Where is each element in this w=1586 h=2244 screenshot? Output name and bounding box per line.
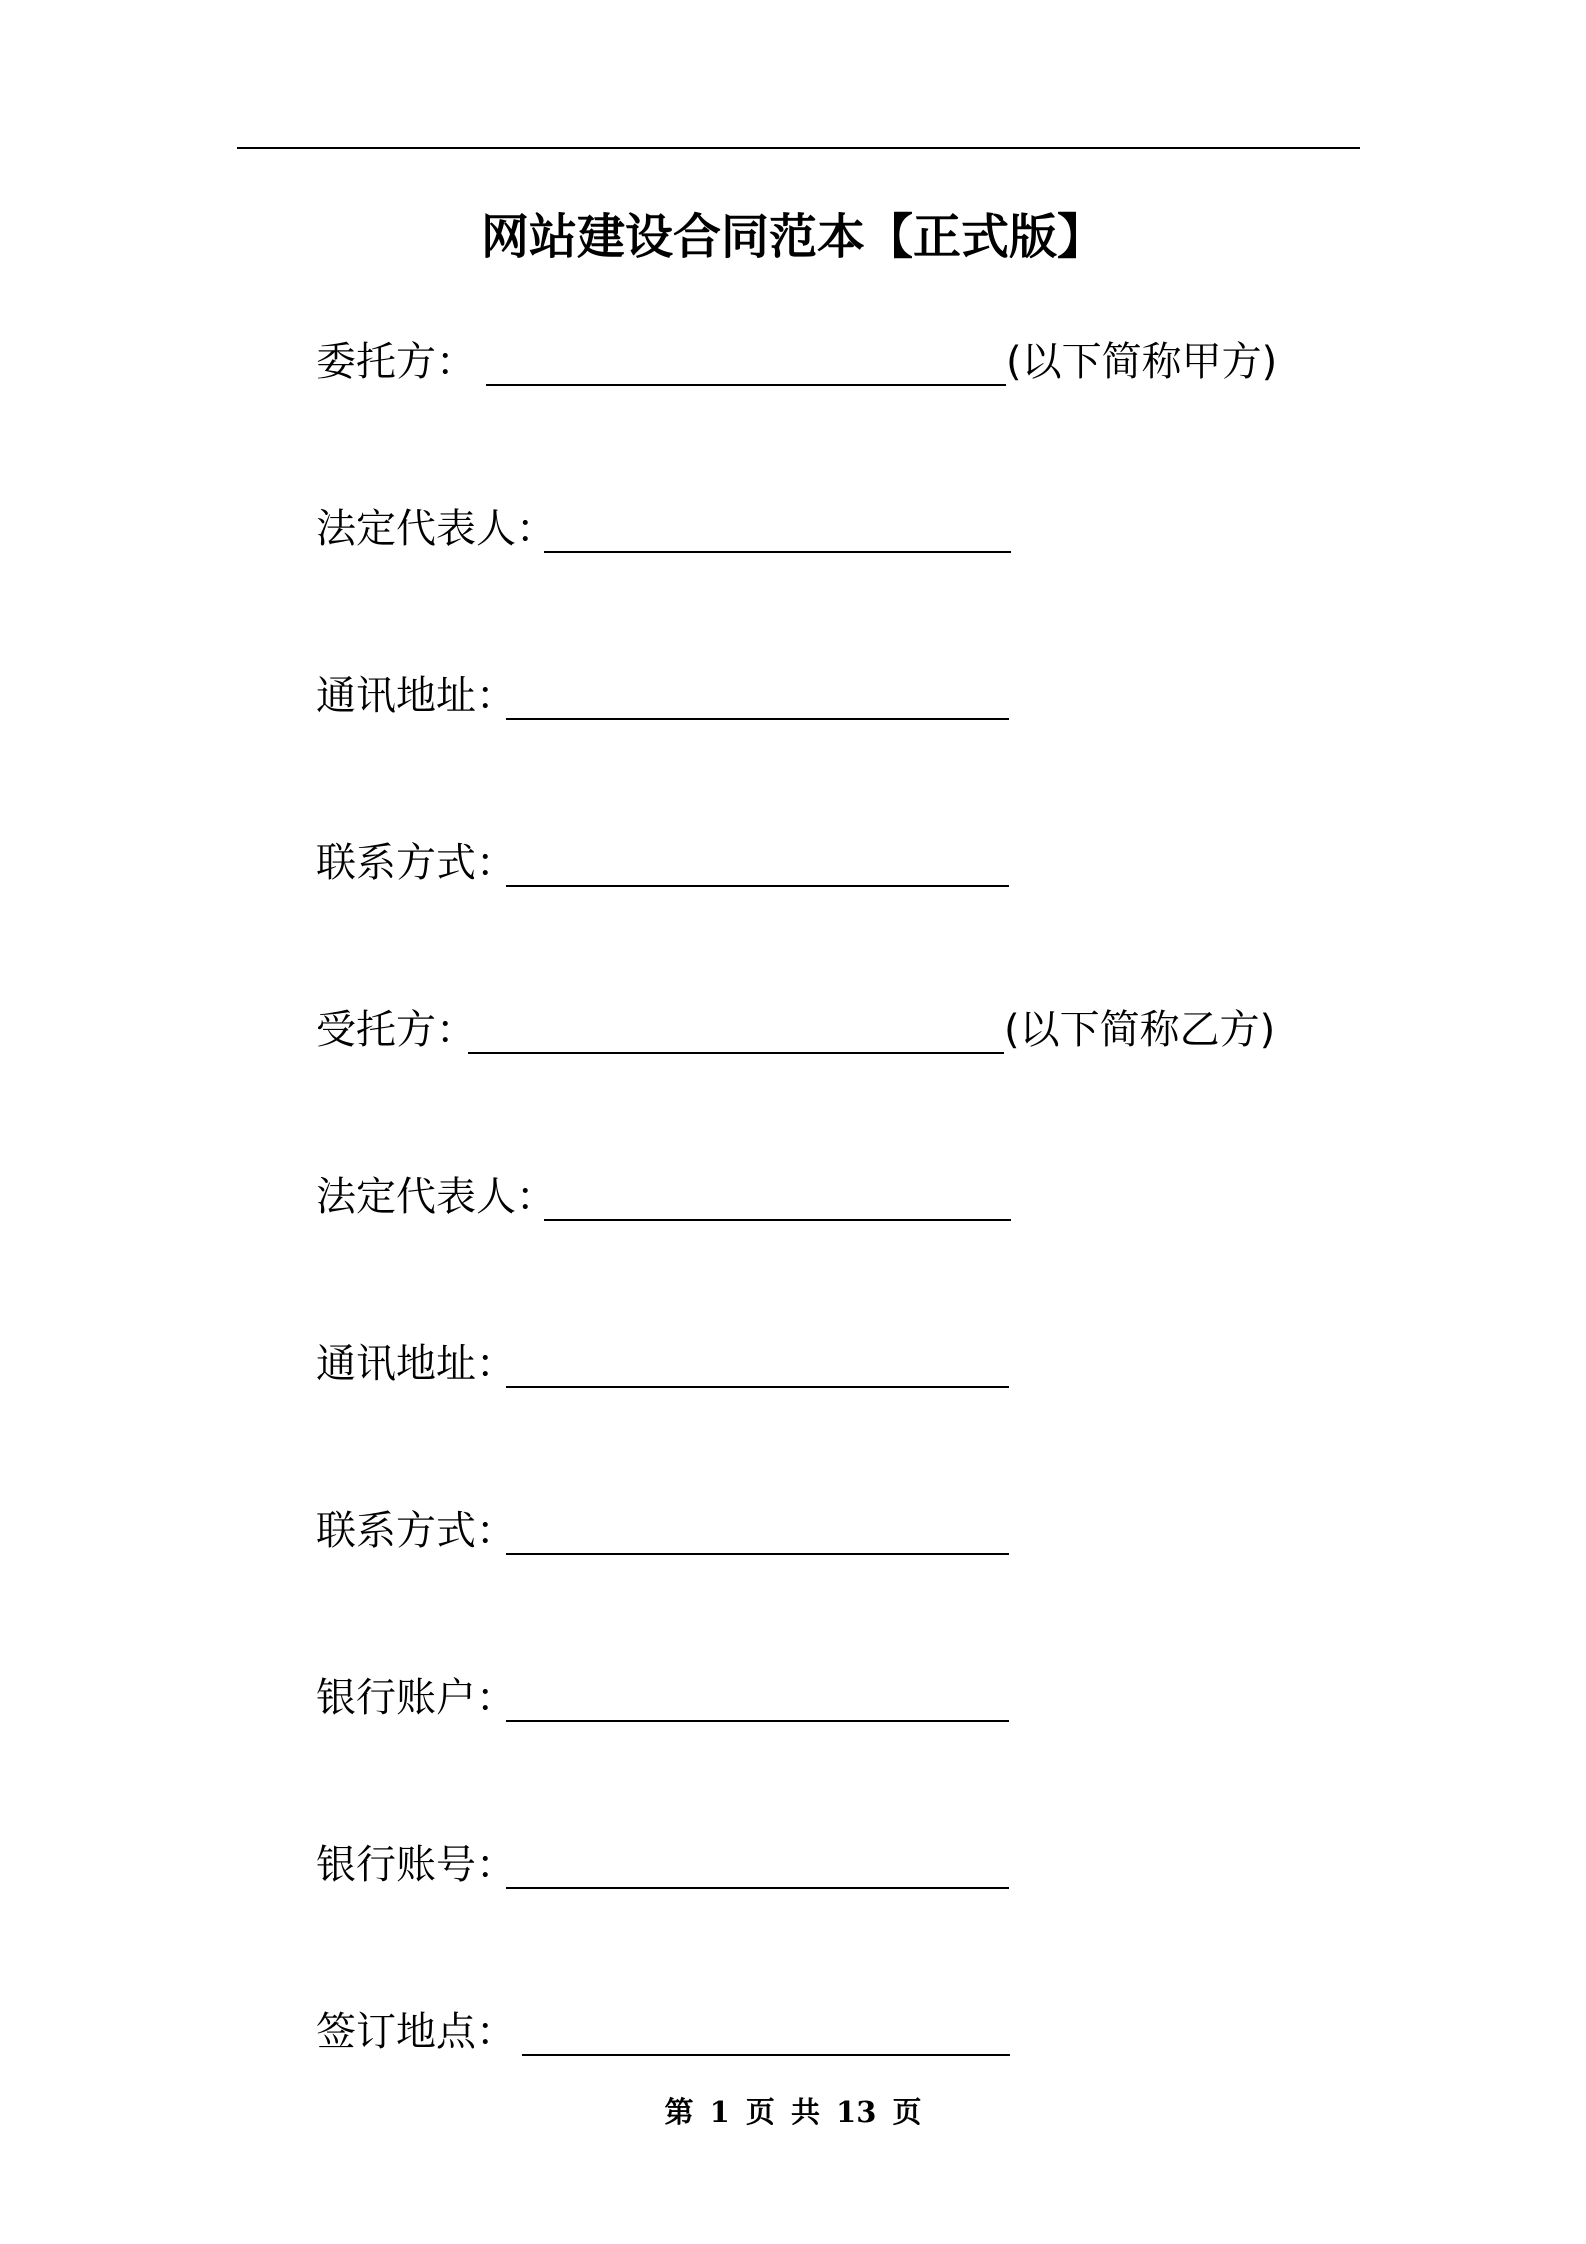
fill-in-blank[interactable]	[506, 718, 1009, 720]
field-label: 银行账号：	[316, 1842, 516, 1888]
fill-in-blank[interactable]	[506, 885, 1009, 887]
field-label: 受托方：	[316, 1007, 476, 1053]
field-label: 委托方：	[316, 339, 476, 385]
field-label: 通讯地址：	[316, 1341, 516, 1387]
fill-in-blank[interactable]	[544, 551, 1011, 553]
fill-in-blank[interactable]	[544, 1219, 1011, 1221]
field-label: 签订地点：	[316, 2009, 516, 2055]
header-rule	[237, 147, 1360, 149]
document-title: 网站建设合同范本【正式版】	[480, 209, 1105, 265]
fill-in-blank[interactable]	[486, 384, 1006, 386]
fill-in-blank[interactable]	[506, 1720, 1009, 1722]
field-label: 联系方式：	[316, 840, 516, 886]
fill-in-blank[interactable]	[506, 1386, 1009, 1388]
fill-in-blank[interactable]	[506, 1887, 1009, 1889]
field-label: 银行账户：	[316, 1675, 516, 1721]
field-suffix: (以下简称甲方)	[1006, 339, 1278, 385]
page-number: 第 1 页 共 13 页	[664, 2095, 922, 2129]
field-label: 法定代表人：	[316, 506, 556, 552]
fill-in-blank[interactable]	[506, 1553, 1009, 1555]
field-label: 联系方式：	[316, 1508, 516, 1554]
field-suffix: (以下简称乙方)	[1004, 1007, 1276, 1053]
fill-in-blank[interactable]	[468, 1052, 1004, 1054]
fill-in-blank[interactable]	[522, 2054, 1010, 2056]
field-label: 通讯地址：	[316, 673, 516, 719]
field-label: 法定代表人：	[316, 1174, 556, 1220]
